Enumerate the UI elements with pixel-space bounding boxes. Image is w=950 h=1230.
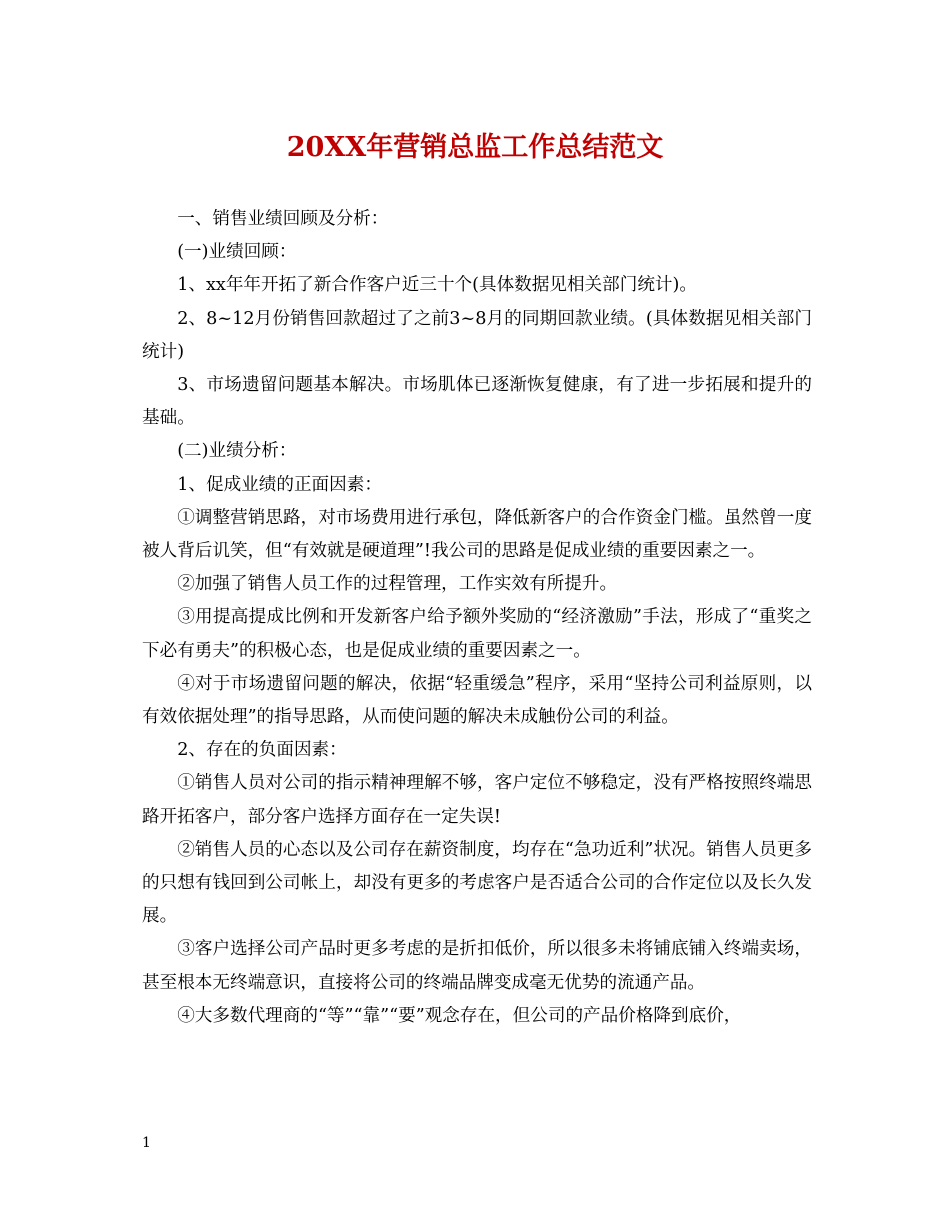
paragraph: 一、销售业绩回顾及分析：: [177, 209, 389, 229]
paragraph: 3、市场遗留问题基本解决。市场肌体已逐渐恢复健康，有了进一步拓展和提升的基础。: [142, 375, 812, 429]
paragraph: (二)业绩分析：: [177, 441, 297, 462]
paragraph: 1、促成业绩的正面因素：: [177, 474, 382, 495]
page-number: 1: [142, 1135, 151, 1151]
document-body: [142, 203, 812, 1033]
paragraph: ①销售人员对公司的指示精神理解不够，客户定位不够稳定，没有严格按照终端思路开拓客户，部分客户选择方面存在一定失误!: [142, 773, 812, 827]
paragraph: ④对于市场遗留问题的解决，依据“轻重缓急”程序，采用“坚持公司利益原则，以有效依据处理”的指导思路，从而使问题的解决未成触份公司的利益。: [142, 673, 812, 728]
document-title: 20XX年营销总监工作总结范文: [286, 132, 664, 163]
paragraph: 1、xx年年开拓了新合作客户近三十个(具体数据见相关部门统计)。: [177, 275, 697, 296]
paragraph: ③客户选择公司产品时更多考虑的是折扣低价，所以很多未将铺底铺入终端卖场，甚至根本无终端意识，直接将公司的终端品牌变成毫无优势的流通产品。: [142, 939, 812, 993]
paragraph: ③用提高提成比例和开发新客户给予额外奖励的“经济激励”手法，形成了“重奖之下必有勇夫”的积极心态，也是促成业绩的重要因素之一。: [142, 607, 812, 661]
paragraph: ②销售人员的心态以及公司存在薪资制度，均存在“急功近利”状况。销售人员更多的只想有钱回到公司帐上，却没有更多的考虑客户是否适合公司的合作定位以及长久发展。: [142, 839, 812, 927]
paragraph: 2、8~12月份销售回款超过了之前3~8月的同期回款业绩。(具体数据见相关部门统计): [142, 308, 812, 362]
paragraph: 2、存在的负面因素：: [177, 740, 347, 761]
paragraph: ④大多数代理商的“等”“靠”“要”观念存在，但公司的产品价格降到底价，: [177, 1005, 742, 1026]
paragraph: (一)业绩回顾：: [177, 242, 297, 263]
paragraph: ②加强了销售人员工作的过程管理，工作实效有所提升。: [177, 574, 618, 595]
paragraph: ①调整营销思路，对市场费用进行承包，降低新客户的合作资金门槛。虽然曾一度被人背后讥笑，但“有效就是硬道理”!我公司的思路是促成业绩的重要因素之一。: [142, 507, 812, 562]
